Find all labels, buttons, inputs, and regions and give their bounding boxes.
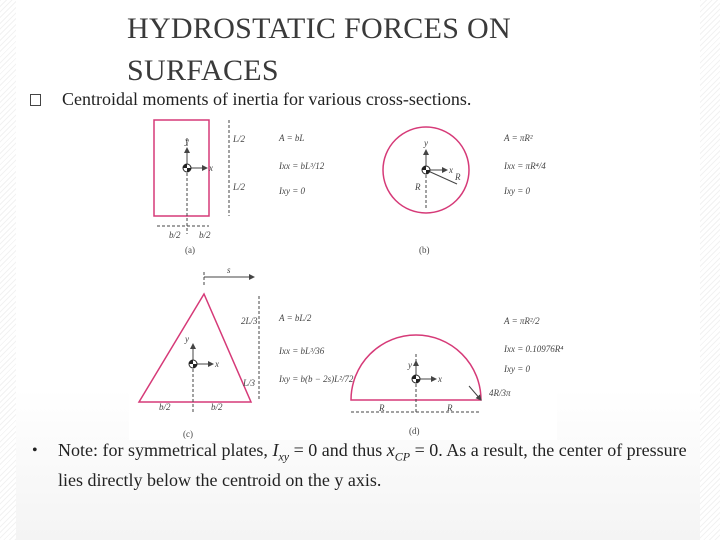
panel-c-triangle xyxy=(139,265,354,439)
note-bullet-icon: • xyxy=(32,442,38,459)
formula-c-area: A = bL/2 xyxy=(279,313,312,323)
formula-c-ixy: Ixy = b(b − 2s)L²/72 xyxy=(279,374,354,384)
slide-title xyxy=(127,8,647,92)
y-axis-label: y xyxy=(185,334,189,344)
note-ixy: I xyxy=(272,440,279,460)
panel-c-caption: (c) xyxy=(183,429,193,439)
formula-b-ixx: Ixx = πR⁴/4 xyxy=(504,161,546,171)
title-line-1: HYDROSTATIC FORCES ON xyxy=(127,12,511,45)
note-part-1: Note: for symmetrical plates, xyxy=(58,440,273,460)
formula-d-area: A = πR²/2 xyxy=(504,316,540,326)
dim-half-length-bottom: L/2 xyxy=(233,182,246,192)
formula-d-ixy: Ixy = 0 xyxy=(504,364,531,374)
y-axis-label: y xyxy=(408,360,412,370)
dim-half-width-right: b/2 xyxy=(199,230,211,240)
dim-third-l: L/3 xyxy=(243,378,256,388)
panel-b-caption: (b) xyxy=(419,245,430,255)
dim-half-width-left: b/2 xyxy=(169,230,181,240)
figure-svg xyxy=(129,114,564,440)
note-xcp: x xyxy=(386,440,395,460)
panel-a-caption: (a) xyxy=(185,245,195,255)
x-axis-label: x xyxy=(215,359,219,369)
panel-d-caption: (d) xyxy=(409,426,420,436)
note-part-2: = 0 and thus xyxy=(289,440,387,460)
y-axis-label: y xyxy=(424,138,428,148)
formula-d-ixx: Ixx = 0.10976R⁴ xyxy=(504,344,564,354)
dim-offset-s: s xyxy=(227,265,231,275)
formula-b-area: A = πR² xyxy=(504,133,533,143)
x-axis-label: x xyxy=(438,374,442,384)
left-decor-band xyxy=(0,0,16,540)
right-decor-band xyxy=(700,0,720,540)
dim-radius-left: R xyxy=(379,403,385,413)
formula-c-ixx: Ixx = bL³/36 xyxy=(279,346,325,356)
x-axis-label: x xyxy=(209,163,213,173)
formula-a-ixy: Ixy = 0 xyxy=(279,186,306,196)
moments-of-inertia-figure xyxy=(129,114,564,440)
dim-half-base-right: b/2 xyxy=(211,402,223,412)
note-text xyxy=(58,439,698,492)
y-axis-label: y xyxy=(185,136,189,146)
checkbox-bullet-icon xyxy=(30,94,41,106)
dim-radius-2: R xyxy=(415,182,421,192)
dim-centroid-offset: 4R/3π xyxy=(489,388,511,398)
dim-two-thirds-l: 2L/3 xyxy=(241,316,258,326)
dim-radius-right: R xyxy=(447,403,453,413)
formula-a-ixx: Ixx = bL³/12 xyxy=(279,161,325,171)
panel-d-semicircle xyxy=(351,316,563,436)
intro-text: Centroidal moments of inertia for various cross-sections. xyxy=(62,89,472,109)
title-line-2: SURFACES xyxy=(127,54,279,87)
note-xcp-sub: CP xyxy=(394,449,411,464)
dim-half-base-left: b/2 xyxy=(159,402,171,412)
panel-a-rectangle xyxy=(154,120,325,255)
panel-b-circle xyxy=(383,127,546,255)
x-axis-label: x xyxy=(449,165,453,175)
dim-radius-1: R xyxy=(455,172,461,182)
formula-a-area: A = bL xyxy=(279,133,305,143)
triangle-shape xyxy=(139,294,251,402)
formula-b-ixy: Ixy = 0 xyxy=(504,186,531,196)
note-ixy-sub: xy xyxy=(278,449,290,464)
note-part-3: = 0. As a result, the center of pressure lies directly below the centroid on the y axis. xyxy=(58,440,687,490)
dim-half-length-top: L/2 xyxy=(233,134,246,144)
